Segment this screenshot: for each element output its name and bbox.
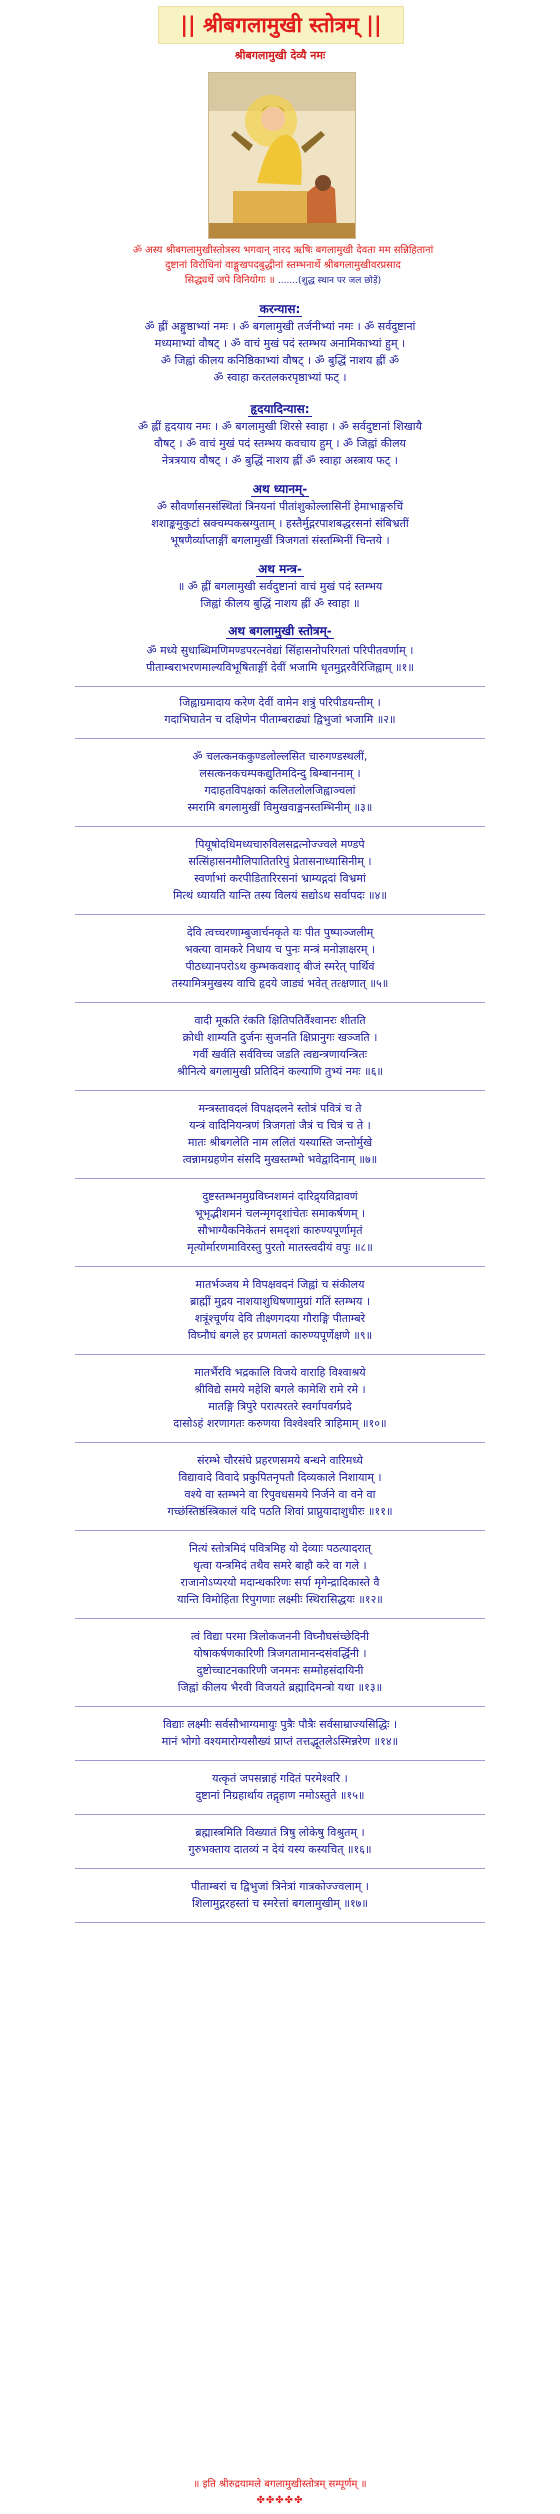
verse-line: वादी मूकति रंकति क्षितिपतिर्वैश्वानरः शीतति xyxy=(194,1014,366,1027)
text-line: नेत्रत्रयाय वौषट् । ॐ बुद्धिं नाशय ह्लीं ॐ स्वाहा अस्त्राय फट् । xyxy=(162,454,398,467)
verse-line: मन्त्रस्तावदलं विपक्षदलने स्तोत्रं पवित्रं च ते xyxy=(198,1102,362,1115)
verse-line: गुरुभक्ताय दातव्यं न देयं यस्य कस्यचित् ॥१६॥ xyxy=(188,1843,372,1856)
hridayadinyas-block xyxy=(40,418,520,469)
divider xyxy=(75,1090,485,1091)
viniyoga-end: सिद्ध्यर्थे जपे विनियोगः ॥ xyxy=(184,275,275,286)
mantra-heading: अथ मन्त्र- xyxy=(258,562,302,576)
verse-13 xyxy=(60,1628,500,1696)
verse-line: यत्कृतं जपसन्नाहं गदितं परमेश्वरि । xyxy=(212,1772,348,1785)
verse-16 xyxy=(60,1824,500,1858)
text-line: भूषणैर्व्याप्ताङ्गीं बगलामुखीं त्रिजगतां संस्तम्भिनीं चिन्तये । xyxy=(170,534,390,547)
verse-line: गर्वी खर्वति सर्वविच्च जडति त्वद्यन्त्रणायन्त्रितः xyxy=(193,1048,367,1061)
verse-line: सौभाग्यैकनिकेतनं समदृशां कारुण्यपूर्णामृतं xyxy=(197,1224,363,1237)
verse-line: मानं भोगो वश्यमारोग्यसौख्यं प्राप्तं तत्तद्भूतलेऽस्मिन्नरेण ॥१४॥ xyxy=(161,1735,399,1748)
verse-line: दुष्टानां निग्रहार्थाय तद्गृहाण नमोऽस्तुते ॥१५॥ xyxy=(195,1789,365,1802)
verse-line: ॐ चलत्कनककुण्डलोल्लसित चारुगण्डस्थलीं, xyxy=(192,750,368,763)
verse-8 xyxy=(60,1188,500,1256)
divider xyxy=(75,1706,485,1707)
viniyoga-note: .......(शुद्ध स्थान पर जल छोड़ें) xyxy=(277,276,382,286)
viniyoga-line: ॐ अस्य श्रीबगलामुखीस्तोत्रस्य भगवान् नारद ऋषिः बगलामुखी देवता मम सन्निहितानां xyxy=(132,245,434,256)
text-line: ॐ स्वाहा करतलकरपृष्ठाभ्यां फट् । xyxy=(213,371,347,384)
verse-line: सत्सिंहासनमौलिपातितरिपुं प्रेतासनाध्यासिनीम् । xyxy=(188,855,372,868)
verse-1 xyxy=(60,642,500,676)
verse-4 xyxy=(60,836,500,904)
verse-line: दुष्टोच्चाटनकारिणी जनमनः सम्मोहसंदायिनी xyxy=(196,1664,364,1677)
verse-line: यान्ति विमोहिता रिपुगणाः लक्ष्मीः स्थिरासिद्धयः ॥१२॥ xyxy=(177,1593,383,1606)
verse-12 xyxy=(60,1540,500,1608)
verse-6 xyxy=(60,1012,500,1080)
verse-line: ब्राह्मीं मुद्रय नाशयाशुधिषणामुग्रां गतिं स्तम्भय । xyxy=(189,1295,371,1308)
verse-line: मातर्भैरवि भद्रकालि विजये वाराहि विश्वाश्रये xyxy=(194,1366,366,1379)
verse-line: मित्थं ध्यायति यान्ति तस्य विलयं सद्योऽथ सर्वापदः ॥४॥ xyxy=(173,889,387,902)
verse-line: राजानोऽप्यरयो मदान्धकरिणः सर्पा मृगेन्द्रादिकास्ते वै xyxy=(180,1576,380,1589)
verse-line: श्रीनित्ये बगलामुखी प्रतिदिनं कल्याणि तुभ्यं नमः ॥६॥ xyxy=(176,1065,384,1078)
hridayadinyas-heading: हृदयादिन्यास: xyxy=(250,402,310,416)
viniyoga-line xyxy=(48,273,518,289)
goddess-illustration xyxy=(209,73,355,238)
verse-line: यन्त्रं वादिनियन्त्रणं त्रिजगतां जैत्रं च चित्रं च ते । xyxy=(189,1119,371,1132)
verse-line: योषाकर्षणकारिणी त्रिजगतामानन्दसंवर्द्धिनी । xyxy=(193,1647,367,1660)
verse-line: गदाभिघातेन च दक्षिणेन पीताम्बराढ्यां द्विभुजां भजामि ॥२॥ xyxy=(164,713,396,726)
verse-line: मातर्भञ्जय मे विपक्षवदनं जिह्वां च संकीलय xyxy=(195,1278,365,1291)
title-banner xyxy=(158,6,404,44)
verse-line: स्मरामि बगलामुखीं विमुखवाङ्मनस्तम्भिनीम् ॥३॥ xyxy=(187,801,373,814)
viniyoga-text xyxy=(48,243,518,289)
colophon: ॥ इति श्रीरुद्रयामले बगलामुखीस्तोत्रम् सम्पूर्णम् ॥ xyxy=(193,2479,367,2490)
verse-line: विद्यावादे विवादे प्रकुपितनृपतौ दिव्यकाले निशायाम् । xyxy=(178,1471,382,1484)
verse-line: धृत्वा यन्त्रमिदं तथैव समरे बाहौ करे वा गले । xyxy=(193,1559,367,1572)
goddess-image xyxy=(208,72,356,239)
text-line: वौषट् । ॐ वाचं मुखं पदं स्तम्भय कवचाय हुम् । ॐ जिह्वां कीलय xyxy=(154,437,406,450)
verse-line: दुष्टस्तम्भनमुग्रविघ्नशमनं दारिद्र्यविद्रावणं xyxy=(202,1190,358,1203)
verse-line: पीठध्यानपरोऽथ कुम्भकवशाद् बीजं स्मरेत् पार्थिवं xyxy=(185,960,375,973)
divider xyxy=(75,1002,485,1003)
divider xyxy=(75,1354,485,1355)
divider xyxy=(75,1868,485,1869)
divider xyxy=(75,1760,485,1761)
verse-line: भूभृद्भीशमनं चलन्मृगदृशांचेतः समाकर्षणम् । xyxy=(194,1207,366,1220)
verse-line: जिह्वां कीलय भैरवी विजयते ब्रह्मादिमन्त्रो यथा ॥१३॥ xyxy=(177,1681,383,1694)
verse-line: पियूषोदधिमध्यचारुविलसद्रत्नोज्ज्वले मण्डपे xyxy=(195,838,365,851)
divider xyxy=(75,826,485,827)
verse-line: दासोऽहं शरणागतः करुणया विश्वेश्वरि त्राहिमाम् ॥१०॥ xyxy=(173,1417,387,1430)
verse-11 xyxy=(60,1452,500,1520)
karanyas-heading: करन्यास: xyxy=(259,302,301,316)
divider xyxy=(75,1814,485,1815)
verse-9 xyxy=(60,1276,500,1344)
verse-15 xyxy=(60,1770,500,1804)
verse-line: मातः श्रीबगलेति नाम ललितं यस्यास्ति जन्तोर्मुखे xyxy=(187,1136,373,1149)
verse-line: विद्याः लक्ष्मीः सर्वसौभाग्यमायुः पुत्रैः पौत्रैः सर्वसाम्राज्यसिद्धिः । xyxy=(162,1718,398,1731)
divider xyxy=(75,1618,485,1619)
verse-line: गच्छंस्तिष्ठंस्त्रिकालं यदि पठति शिवां प्राप्नुयादाशुधीरः ॥११॥ xyxy=(167,1505,393,1518)
verse-line: पीताम्बरां च द्विभुजां त्रिनेत्रां गात्रकोज्ज्वलाम् । xyxy=(191,1880,369,1893)
dhyanam-heading: अथ ध्यानम्- xyxy=(252,482,308,496)
end-ornament: ✤✤✤✤✤ xyxy=(256,2495,304,2506)
verse-line: श्रीविद्ये समये महेशि बगले कामेशि रामे रमे । xyxy=(194,1383,366,1396)
viniyoga-line: दुष्टानां विरोधिनां वाङ्मुखपदबुद्धीनां स्तम्भनार्थे श्रीबगलामुखीवरप्रसाद xyxy=(165,260,401,271)
text-line: ॐ ह्लीं अङ्गुष्ठाभ्यां नमः । ॐ बगलामुखी तर्जनीभ्यां नमः । ॐ सर्वदुष्टानां xyxy=(144,320,416,333)
verse-line: देवि त्वच्चरणाम्बुजार्चनकृते यः पीत पुष्पाञ्जलीम् xyxy=(186,926,374,939)
text-line: शशाङ्कमुकुटां स्रक्चम्पकस्रग्युताम् । हस्तैर्मुद्गरपाशबद्धरसनां संबिभ्रतीं xyxy=(151,517,409,530)
verse-line: पीताम्बराभरणमाल्यविभूषिताङ्गीं देवीं भजामि धृतमुद्गरवैरिजिह्वाम् ॥१॥ xyxy=(146,661,414,674)
divider xyxy=(75,1178,485,1179)
verse-line: संरम्भे चौरसंघे प्रहरणसमये बन्धने वारिमध्ये xyxy=(197,1454,363,1467)
verse-14 xyxy=(60,1716,500,1750)
verse-line: गदाहतविपक्षकां कलितलोलजिह्वाञ्चलां xyxy=(204,784,356,797)
subtitle: श्रीबगलामुखी देव्यै नमः xyxy=(234,49,326,62)
text-line: ॐ ह्लीं हृदयाय नमः । ॐ बगलामुखी शिरसे स्वाहा । ॐ सर्वदुष्टानां शिखायै xyxy=(137,420,422,433)
dhyanam-block xyxy=(40,498,520,549)
text-line: जिह्वां कीलय बुद्धिं नाशय ह्लीं ॐ स्वाहा ॥ xyxy=(200,597,360,610)
divider xyxy=(75,738,485,739)
divider xyxy=(75,1530,485,1531)
verse-line: त्वन्नामग्रहणेन संसदि मुखस्तम्भो भवेद्वादिनाम् ॥७॥ xyxy=(182,1153,378,1166)
verse-2 xyxy=(60,694,500,728)
verse-5 xyxy=(60,924,500,992)
verse-line: विघ्नौघं बगले हर प्रणमतां कारुण्यपूर्णेक्षणे ॥९॥ xyxy=(187,1329,373,1342)
text-line: मध्यमाभ्यां वौषट् । ॐ वाचं मुखं पदं स्तम्भय अनामिकाभ्यां हुम् । xyxy=(154,337,406,350)
verse-17 xyxy=(60,1878,500,1912)
divider xyxy=(75,914,485,915)
verse-10 xyxy=(60,1364,500,1432)
karanyas-block xyxy=(40,318,520,386)
verse-3 xyxy=(60,748,500,816)
verse-line: लसत्कनकचम्पकद्युतिमदिन्दु बिम्बाननाम् । xyxy=(199,767,361,780)
divider xyxy=(75,1266,485,1267)
page-title: || श्रीबगलामुखी स्तोत्रम् || xyxy=(180,13,382,37)
verse-line: ब्रह्मास्त्रमिति विख्यातं त्रिषु लोकेषु विश्रुतम् । xyxy=(195,1826,365,1839)
verse-line: ॐ मध्ये सुधाब्धिमणिमण्डपरत्नवेद्यां सिंहासनोपरिगतां परिपीतवर्णाम् । xyxy=(146,644,414,657)
verse-line: मातङ्गि त्रिपुरे परात्परतरे स्वर्गापवर्गप्रदे xyxy=(208,1400,352,1413)
verse-line: शिलामुद्गरहस्तां च स्मरेत्तां बगलामुखीम् ॥१७॥ xyxy=(192,1897,368,1910)
stotram-heading: अथ बगलामुखी स्तोत्रम्- xyxy=(228,624,332,638)
text-line: ॐ सौवर्णासनसंस्थितां त्रिनयनां पीतांशुकोल्लासिनीं हेमाभाङ्गरुचिं xyxy=(156,500,404,513)
verse-line: त्वं विद्या परमा त्रिलोकजननी विघ्नौघसंच्छेदिनी xyxy=(191,1630,369,1643)
verse-line: तस्यामित्रमुखस्य वाचि हृदये जाड्यं भवेत् तत्क्षणात् ॥५॥ xyxy=(171,977,389,990)
verse-line: शत्रूंश्चूर्णय देवि तीक्ष्णगदया गौराङ्गि पीताम्बरे xyxy=(194,1312,366,1325)
divider xyxy=(75,686,485,687)
text-line: ॐ जिह्वां कीलय कनिष्ठिकाभ्यां वौषट् । ॐ बुद्धिं नाशय ह्लीं ॐ xyxy=(160,354,400,367)
verse-line: मृत्योर्मारणमाविरस्तु पुरतो मातस्त्वदीयं वपुः ॥८॥ xyxy=(187,1241,373,1254)
verse-line: नित्यं स्तोत्रमिदं पवित्रमिह यो देव्याः पठत्यादरात् xyxy=(188,1542,372,1555)
text-line: ॥ ॐ ह्लीं बगलामुखी सर्वदुष्टानां वाचं मुखं पदं स्तम्भय xyxy=(177,580,383,593)
verse-line: स्वर्णाभां करपीडितारिरसनां भ्राम्यद्गदां विभ्रमां xyxy=(194,872,366,885)
divider xyxy=(75,1922,485,1923)
verse-line: क्रोधी शाम्यति दुर्जनः सुजनति क्षिप्रानुगः खञ्जति । xyxy=(182,1031,378,1044)
divider xyxy=(75,1442,485,1443)
verse-line: जिह्वाग्रमादाय करेण देवीं वामेन शत्रुं परिपीडयन्तीम् । xyxy=(179,696,381,709)
verse-line: वश्ये वा स्तम्भने वा रिपुवधसमये निर्जने वा वने वा xyxy=(184,1488,376,1501)
verse-7 xyxy=(60,1100,500,1168)
verse-line: भक्त्या वामकरे निधाय च पुनः मन्त्रं मनोज्ञाक्षरम् । xyxy=(184,943,376,956)
mantra-block xyxy=(40,578,520,612)
